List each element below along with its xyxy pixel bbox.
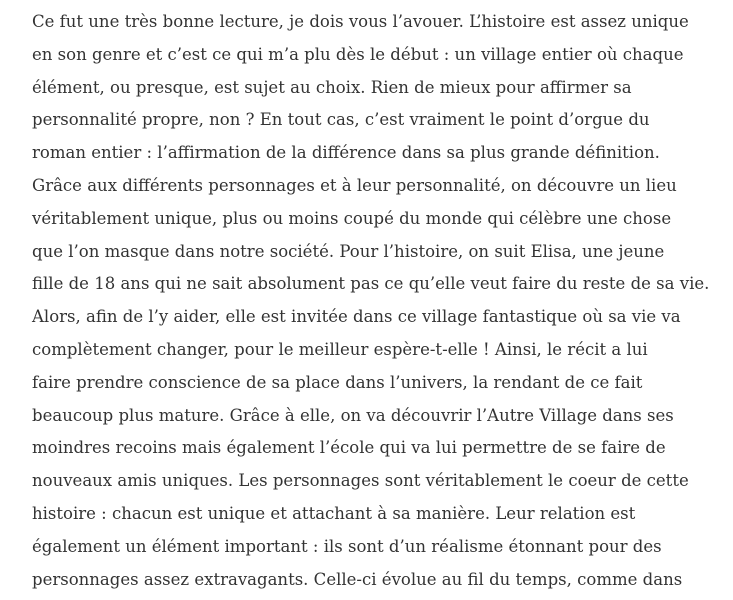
paragraph-line: roman entier : l’affirmation de la différence dans sa plus grande définition. — [32, 143, 660, 163]
paragraph-line: nouveaux amis uniques. Les personnages sont véritablement le coeur de cette — [32, 471, 689, 491]
paragraph-line: complètement changer, pour le meilleur espère-t-elle ! Ainsi, le récit a lui — [32, 339, 648, 359]
review-paragraph — [32, 6, 732, 596]
paragraph-line: que l’on masque dans notre société. Pour l’histoire, on suit Elisa, une jeune — [32, 241, 665, 261]
paragraph-line: Alors, afin de l’y aider, elle est invitée dans ce village fantastique où sa vie va — [32, 307, 681, 327]
paragraph-line: également un élément important : ils sont d’un réalisme étonnant pour des — [32, 536, 662, 556]
paragraph-line: personnages assez extravagants. Celle-ci évolue au fil du temps, comme dans — [32, 569, 683, 589]
paragraph-line: faire prendre conscience de sa place dans l’univers, la rendant de ce fait — [32, 372, 643, 392]
paragraph-line: moindres recoins mais également l’école qui va lui permettre de se faire de — [32, 438, 666, 458]
paragraph-line: personnalité propre, non ? En tout cas, c’est vraiment le point d’orgue du — [32, 110, 650, 130]
paragraph-line: Ce fut une très bonne lecture, je dois vous l’avouer. L’histoire est assez unique — [32, 12, 689, 31]
paragraph-line: fille de 18 ans qui ne sait absolument pas ce qu’elle veut faire du reste de sa vie. — [32, 274, 710, 294]
paragraph-line: véritablement unique, plus ou moins coupé du monde qui célèbre une chose — [32, 208, 672, 228]
paragraph-line: élément, ou presque, est sujet au choix. Rien de mieux pour affirmer sa — [32, 77, 632, 97]
paragraph-line: Grâce aux différents personnages et à leur personnalité, on découvre un lieu — [32, 175, 677, 195]
paragraph-line: beaucoup plus mature. Grâce à elle, on va découvrir l’Autre Village dans ses — [32, 405, 674, 425]
paragraph-line: en son genre et c’est ce qui m’a plu dès le début : un village entier où chaque — [32, 44, 684, 64]
paragraph-line: histoire : chacun est unique et attachant à sa manière. Leur relation est — [32, 503, 636, 523]
